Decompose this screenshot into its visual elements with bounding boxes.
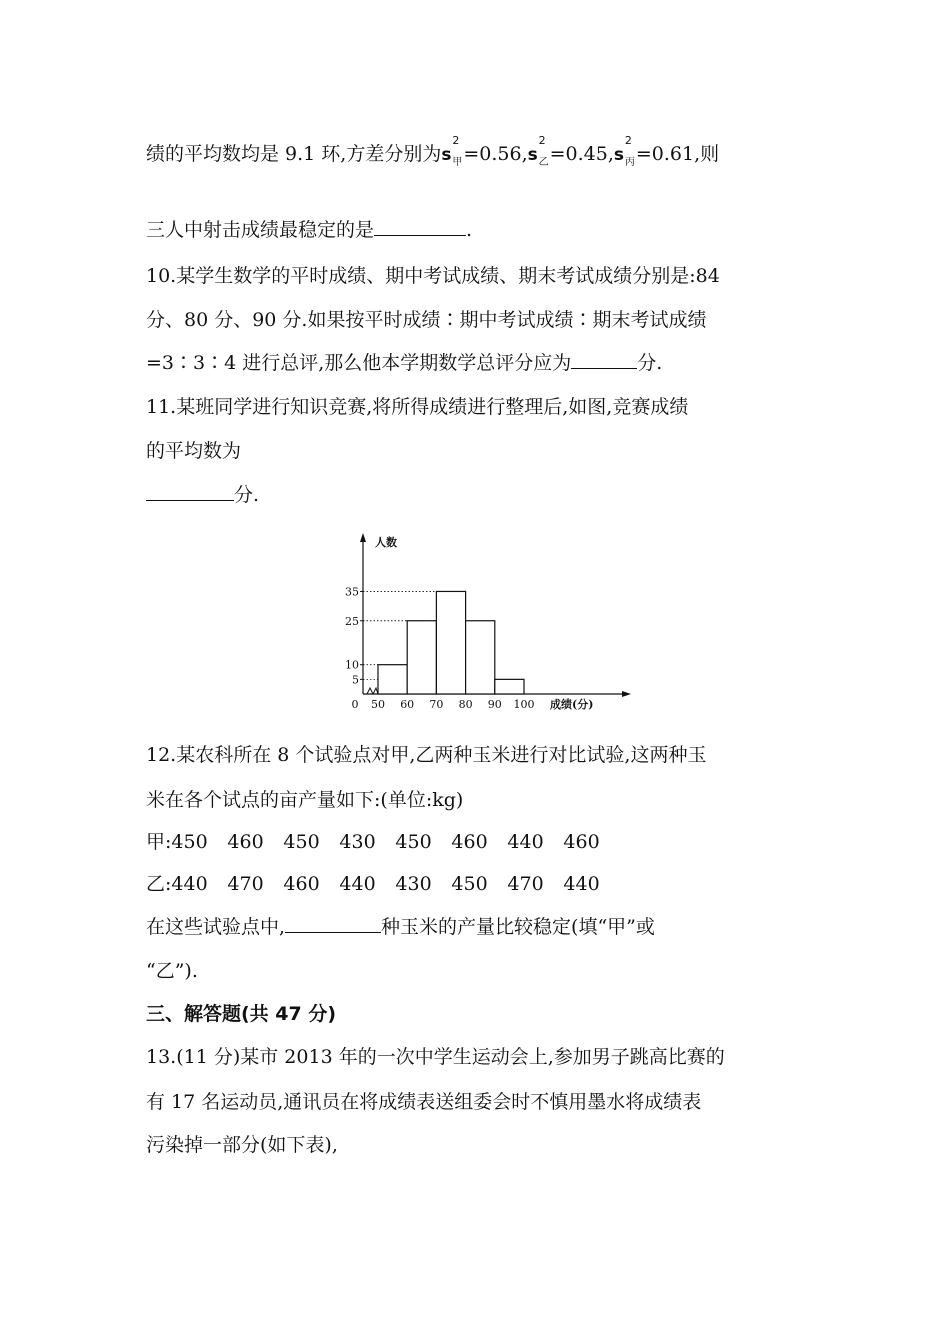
q13-line2: 有 17 名运动员,通讯员在将成绩表送组委会时不慎用墨水将成绩表 bbox=[146, 1091, 702, 1113]
section-heading: 三、解答题(共 47 分) bbox=[146, 1003, 337, 1025]
q13-line3: 污染掉一部分(如下表), bbox=[146, 1134, 338, 1156]
variance-yi: s 2 乙 bbox=[527, 134, 549, 168]
variance-jia: s 2 甲 bbox=[441, 134, 463, 168]
q12-line6: “乙”). bbox=[146, 960, 198, 982]
x-axis-arrow bbox=[622, 691, 631, 697]
x-tick-label: 70 bbox=[429, 698, 444, 711]
x-tick-label: 50 bbox=[371, 698, 385, 711]
q11-line3: 分. bbox=[146, 481, 259, 509]
q9-line1: 绩的平均数均是 9.1 环,方差分别为s 2 甲 =0.56,s 2 乙 =0.45,s 2 丙 =0.61,则 bbox=[146, 134, 720, 168]
y-tick-label: 25 bbox=[345, 614, 359, 628]
answer-blank-q10[interactable] bbox=[571, 350, 637, 369]
histogram-bar bbox=[407, 621, 436, 694]
answer-blank-q12[interactable] bbox=[285, 914, 381, 933]
yield-value: 460 bbox=[283, 873, 320, 895]
yield-value: 460 bbox=[563, 831, 600, 853]
yield-value: 470 bbox=[227, 873, 264, 895]
x-tick-label: 80 bbox=[458, 698, 473, 711]
x-tick-label: 0 bbox=[351, 698, 359, 711]
row-label-jia: 甲: bbox=[146, 831, 172, 853]
q12-line5: 在这些试验点中, 种玉米的产量比较稳定(填“甲”或 bbox=[146, 916, 655, 938]
y-axis-label: 人数 bbox=[375, 536, 397, 549]
y-tick-label: 35 bbox=[345, 585, 359, 599]
q9-line2: 三人中射击成绩最稳定的是 . bbox=[146, 219, 473, 241]
x-tick-label: 90 bbox=[487, 698, 502, 711]
answer-blank-q11[interactable] bbox=[146, 482, 234, 501]
axis-break bbox=[367, 688, 378, 694]
q10-line2: 分、80 分、90 分.如果按平时成绩∶期中考试成绩∶期末考试成绩 bbox=[146, 309, 707, 331]
q10-line3: =3∶3∶4 进行总评,那么他本学期数学总评分应为 分. bbox=[146, 352, 663, 374]
y-tick-label: 5 bbox=[352, 673, 359, 687]
yield-value: 430 bbox=[395, 873, 432, 895]
x-tick-label: 60 bbox=[400, 698, 415, 711]
score-histogram bbox=[335, 528, 635, 713]
y-tick-label: 10 bbox=[345, 658, 359, 672]
yield-value: 460 bbox=[451, 831, 488, 853]
histogram-bar bbox=[466, 621, 495, 694]
yield-value: 450 bbox=[395, 831, 432, 853]
q11-line1: 11.某班同学进行知识竞赛,将所得成绩进行整理后,如图,竞赛成绩 bbox=[146, 396, 689, 418]
q12-line2: 米在各个试点的亩产量如下:(单位:kg) bbox=[146, 789, 464, 811]
yield-value: 450 bbox=[451, 873, 488, 895]
yield-value: 440 bbox=[171, 873, 208, 895]
variance-bing: s 2 丙 bbox=[613, 134, 635, 168]
q11-line2: 的平均数为 bbox=[146, 440, 242, 462]
q12-line1: 12.某农科所在 8 个试验点对甲,乙两种玉米进行对比试验,这两种玉 bbox=[146, 744, 707, 766]
q10-line1: 10.某学生数学的平时成绩、期中考试成绩、期末考试成绩分别是:84 bbox=[146, 265, 720, 287]
yield-value: 440 bbox=[507, 831, 544, 853]
answer-blank-q9[interactable] bbox=[374, 217, 466, 236]
yield-value: 470 bbox=[507, 873, 544, 895]
yield-value: 450 bbox=[171, 831, 208, 853]
x-tick-label: 100 bbox=[513, 698, 535, 711]
yield-value: 440 bbox=[339, 873, 376, 895]
q13-line1: 13.(11 分)某市 2013 年的一次中学生运动会上,参加男子跳高比赛的 bbox=[146, 1046, 725, 1068]
yield-value: 460 bbox=[227, 831, 264, 853]
histogram-bar bbox=[378, 665, 407, 694]
yield-value: 430 bbox=[339, 831, 376, 853]
yield-value: 440 bbox=[563, 873, 600, 895]
x-axis-label: 成绩(分) bbox=[550, 698, 594, 711]
q12-row-jia bbox=[146, 828, 619, 856]
row-label-yi: 乙: bbox=[146, 873, 172, 895]
histogram-bar bbox=[436, 591, 465, 694]
histogram-bar bbox=[495, 679, 524, 694]
y-axis-arrow bbox=[360, 533, 366, 542]
yield-value: 450 bbox=[283, 831, 320, 853]
q12-row-yi bbox=[146, 870, 619, 898]
